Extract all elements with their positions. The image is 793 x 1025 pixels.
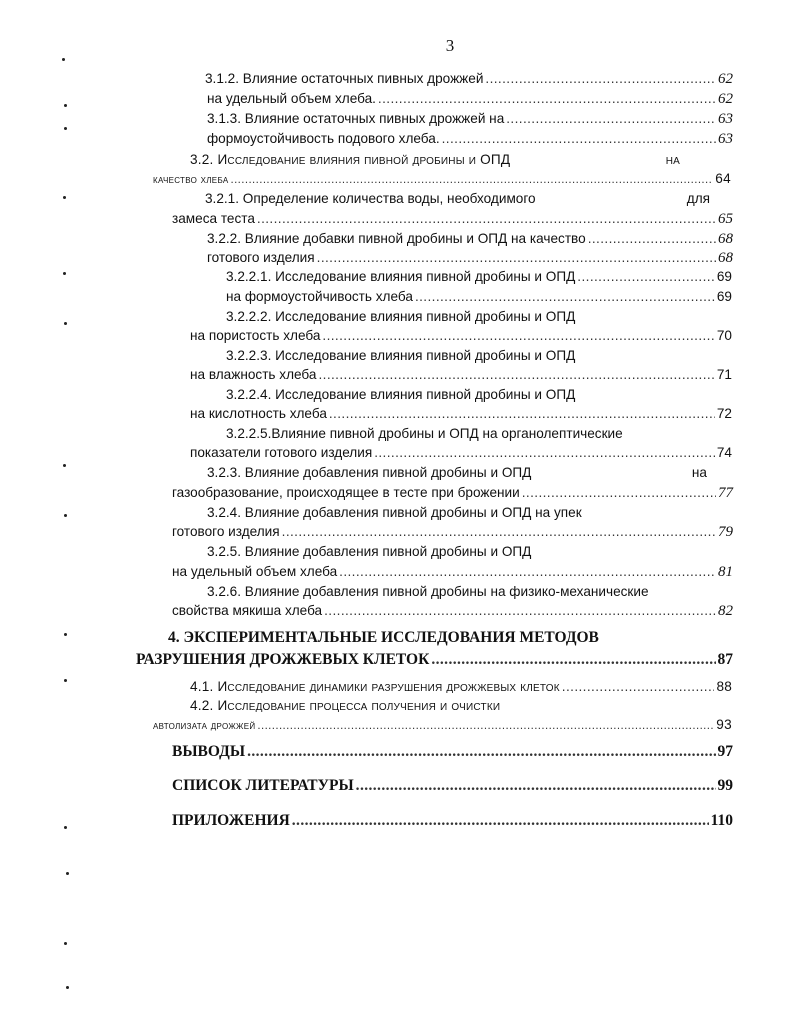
toc-page-number: 71	[716, 367, 732, 382]
toc-entry-text: на влажность хлеба	[190, 367, 317, 382]
leader-dots	[292, 811, 709, 831]
toc-page-number: 72	[716, 406, 732, 421]
toc-appendices[interactable]	[172, 811, 733, 831]
toc-page-number: 69	[716, 269, 732, 284]
leader-dots	[506, 110, 716, 128]
toc-page-number: 99	[717, 777, 733, 794]
toc-entry-3-2-6[interactable]	[207, 583, 733, 601]
toc-entry-3-2-5[interactable]	[207, 543, 627, 561]
toc-entry-3-1-2-cont[interactable]	[207, 90, 733, 108]
margin-dot	[63, 196, 66, 199]
toc-entry-text: 3.2.4. Влияние добавления пивной дробины и ОПД на упек	[207, 505, 582, 520]
margin-dot	[63, 272, 66, 275]
leader-dots	[247, 742, 715, 762]
margin-dot	[64, 942, 67, 945]
toc-references[interactable]	[172, 776, 733, 796]
toc-page-number: 74	[716, 445, 732, 460]
toc-entry-text: 4. ЭКСПЕРИМЕНТАЛЬНЫЕ ИССЛЕДОВАНИЯ МЕТОДОВ	[168, 629, 599, 646]
toc-entry-3-1-2[interactable]	[205, 70, 733, 88]
toc-entry-text: РАЗРУШЕНИЯ ДРОЖЖЕВЫХ КЛЕТОК	[136, 651, 430, 668]
page-number: 3	[445, 36, 455, 55]
toc-entry-text: 3.2.2.5.Влияние пивной дробины и ОПД на органолептические	[226, 426, 623, 441]
toc-entry-text: 3.2.3. Влияние добавления пивной дробины и ОПД	[207, 465, 532, 480]
toc-entry-3-2-2-2[interactable]	[226, 308, 646, 326]
toc-entry-4-2-cont[interactable]	[153, 716, 732, 734]
toc-entry-text: на удельный объем хлеба.	[207, 91, 376, 106]
toc-page-number: 77	[718, 485, 733, 501]
toc-entry-3-2-2-3-cont[interactable]	[190, 366, 732, 384]
toc-entry-text: на удельный объем хлеба	[172, 564, 338, 579]
toc-page-number: 93	[716, 717, 732, 732]
toc-page-number: 62	[718, 71, 733, 87]
leader-dots	[257, 717, 714, 735]
toc-entry-3-2-4[interactable]	[207, 504, 687, 522]
toc-entry-3-2-2-5[interactable]	[226, 425, 706, 443]
toc-entry-3-2-cont[interactable]	[153, 170, 731, 188]
leader-dots	[324, 602, 716, 620]
leader-dots	[282, 523, 716, 541]
leader-dots	[339, 563, 716, 581]
toc-entry-text: 3.2.5. Влияние добавления пивной дробины и ОПД	[207, 544, 532, 559]
margin-dot	[64, 679, 67, 682]
toc-conclusions[interactable]	[172, 742, 733, 762]
toc-entry-text: на кислотность хлеба	[190, 406, 327, 421]
leader-dots	[318, 366, 714, 384]
margin-dot	[63, 464, 66, 467]
toc-page-number: 79	[718, 524, 733, 540]
toc-entry-text: автолизата дрожжей	[153, 720, 256, 732]
leader-dots	[257, 210, 716, 228]
toc-chapter-4-cont[interactable]	[136, 650, 733, 670]
leader-dots	[322, 327, 714, 345]
toc-entry-3-2-1-cont[interactable]	[172, 210, 733, 228]
toc-entry-3-2-2-cont[interactable]	[207, 249, 733, 267]
leader-dots	[374, 444, 715, 462]
leader-dots	[230, 171, 713, 189]
toc-entry-text: 3.1.3. Влияние остаточных пивных дрожжей на	[207, 111, 505, 126]
toc-entry-3-1-3-cont[interactable]	[207, 130, 733, 148]
toc-page-number: 82	[718, 603, 733, 619]
margin-dot	[66, 872, 69, 875]
toc-entry-3-2-1[interactable]	[205, 190, 710, 208]
toc-entry-text: на формоустойчивость хлеба	[226, 289, 413, 304]
leader-dots	[356, 776, 716, 796]
toc-page-number: 62	[718, 91, 733, 107]
toc-page-number: 81	[718, 564, 733, 580]
toc-page-number: 63	[718, 111, 733, 127]
leader-dots	[485, 70, 716, 88]
leader-dots	[562, 678, 715, 696]
leader-dots	[588, 230, 716, 248]
toc-entry-text: газообразование, происходящее в тесте при брожении	[172, 485, 520, 500]
toc-entry-3-2-5-cont[interactable]	[172, 563, 733, 581]
toc-entry-text: СПИСОК ЛИТЕРАТУРЫ	[172, 777, 354, 794]
toc-entry-text: 3.2.2.4. Исследование влияния пивной дробины и ОПД	[226, 387, 576, 402]
toc-entry-text: 3.1.2. Влияние остаточных пивных дрожжей	[205, 71, 484, 86]
toc-entry-text: 3.2.2.1. Исследование влияния пивной дробины и ОПД	[226, 269, 576, 284]
toc-entry-text: показатели готового изделия	[190, 445, 373, 460]
toc-page-number: 110	[710, 812, 733, 829]
toc-page-number: 70	[716, 328, 732, 343]
margin-dot	[64, 322, 67, 325]
margin-dot	[66, 986, 69, 989]
leader-dots	[442, 130, 716, 148]
toc-entry-3-2-2-5-cont[interactable]	[190, 444, 732, 462]
toc-page-number: 65	[718, 211, 733, 227]
toc-entry-3-2[interactable]	[190, 151, 680, 169]
leader-dots	[415, 288, 715, 306]
leader-dots	[317, 249, 716, 267]
toc-entry-text: 3.2.1. Определение количества воды, необходимого	[205, 191, 536, 206]
toc-entry-text: качество хлеба	[153, 174, 229, 186]
toc-chapter-4[interactable]	[168, 628, 688, 648]
toc-page-number: 87	[717, 651, 733, 668]
leader-dots	[431, 650, 715, 670]
margin-dot	[62, 58, 65, 61]
toc-entry-3-2-3[interactable]	[207, 464, 707, 482]
toc-entry-3-1-3[interactable]	[207, 110, 733, 128]
toc-entry-3-2-2-3[interactable]	[226, 347, 646, 365]
toc-page-number: 64	[715, 171, 731, 186]
toc-entry-text: готового изделия	[207, 250, 315, 265]
toc-entry-text: готового изделия	[172, 524, 280, 539]
toc-page-number: 69	[716, 289, 732, 304]
leader-dots	[329, 405, 715, 423]
leader-dots	[522, 484, 716, 502]
toc-entry-text: 3.2.6. Влияние добавления пивной дробины на физико-механические	[207, 584, 649, 599]
toc-entry-text: ВЫВОДЫ	[172, 743, 246, 760]
toc-entry-3-2-2-4[interactable]	[226, 386, 646, 404]
toc-page-number: 68	[718, 231, 733, 247]
toc-entry-3-2-4-cont[interactable]	[172, 523, 733, 541]
toc-entry-text: ПРИЛОЖЕНИЯ	[172, 812, 290, 829]
margin-dot	[64, 826, 67, 829]
toc-entry-text: на пористость хлеба	[190, 328, 321, 343]
toc-entry-3-2-2-1-cont[interactable]	[226, 288, 732, 306]
toc-page-number: 88	[716, 679, 732, 694]
toc-entry-text: замеса теста	[172, 211, 255, 226]
toc-entry-3-2-2-4-cont[interactable]	[190, 405, 732, 423]
toc-entry-3-2-6-cont[interactable]	[172, 602, 733, 620]
toc-entry-4-1[interactable]	[190, 678, 732, 696]
toc-entry-text: 4.1. Исследование динамики разрушения дрожжевых клеток	[190, 679, 560, 694]
margin-dot	[64, 104, 67, 107]
toc-entry-text: свойства мякиша хлеба	[172, 603, 323, 618]
toc-entry-text: 3.2.2. Влияние добавки пивной дробины и ОПД на качество	[207, 231, 586, 246]
toc-entry-3-2-2[interactable]	[207, 230, 733, 248]
toc-entry-text: 3.2.2.3. Исследование влияния пивной дробины и ОПД	[226, 348, 576, 363]
toc-entry-text-tail: для	[686, 191, 710, 206]
toc-page-number: 97	[717, 743, 733, 760]
toc-entry-text: 3.2.2.2. Исследование влияния пивной дробины и ОПД	[226, 309, 576, 324]
margin-dot	[64, 127, 67, 130]
toc-entry-4-2[interactable]	[190, 697, 610, 715]
toc-entry-3-2-3-cont[interactable]	[172, 484, 733, 502]
toc-page-number: 63	[718, 131, 733, 147]
toc-entry-text: 3.2. Исследование влияния пивной дробины и ОПД	[190, 152, 511, 167]
margin-dot	[64, 633, 67, 636]
leader-dots	[577, 268, 715, 286]
toc-entry-3-2-2-2-cont[interactable]	[190, 327, 732, 345]
toc-entry-text: 4.2. Исследование процесса получения и очистки	[190, 698, 501, 713]
leader-dots	[378, 90, 716, 108]
toc-entry-text-tail: на	[665, 152, 680, 167]
toc-page-number: 68	[718, 250, 733, 266]
toc-entry-text-tail: на	[691, 465, 707, 480]
toc-entry-text: формоустойчивость подового хлеба.	[207, 131, 440, 146]
toc-entry-3-2-2-1[interactable]	[226, 268, 732, 286]
margin-dot	[64, 514, 67, 517]
